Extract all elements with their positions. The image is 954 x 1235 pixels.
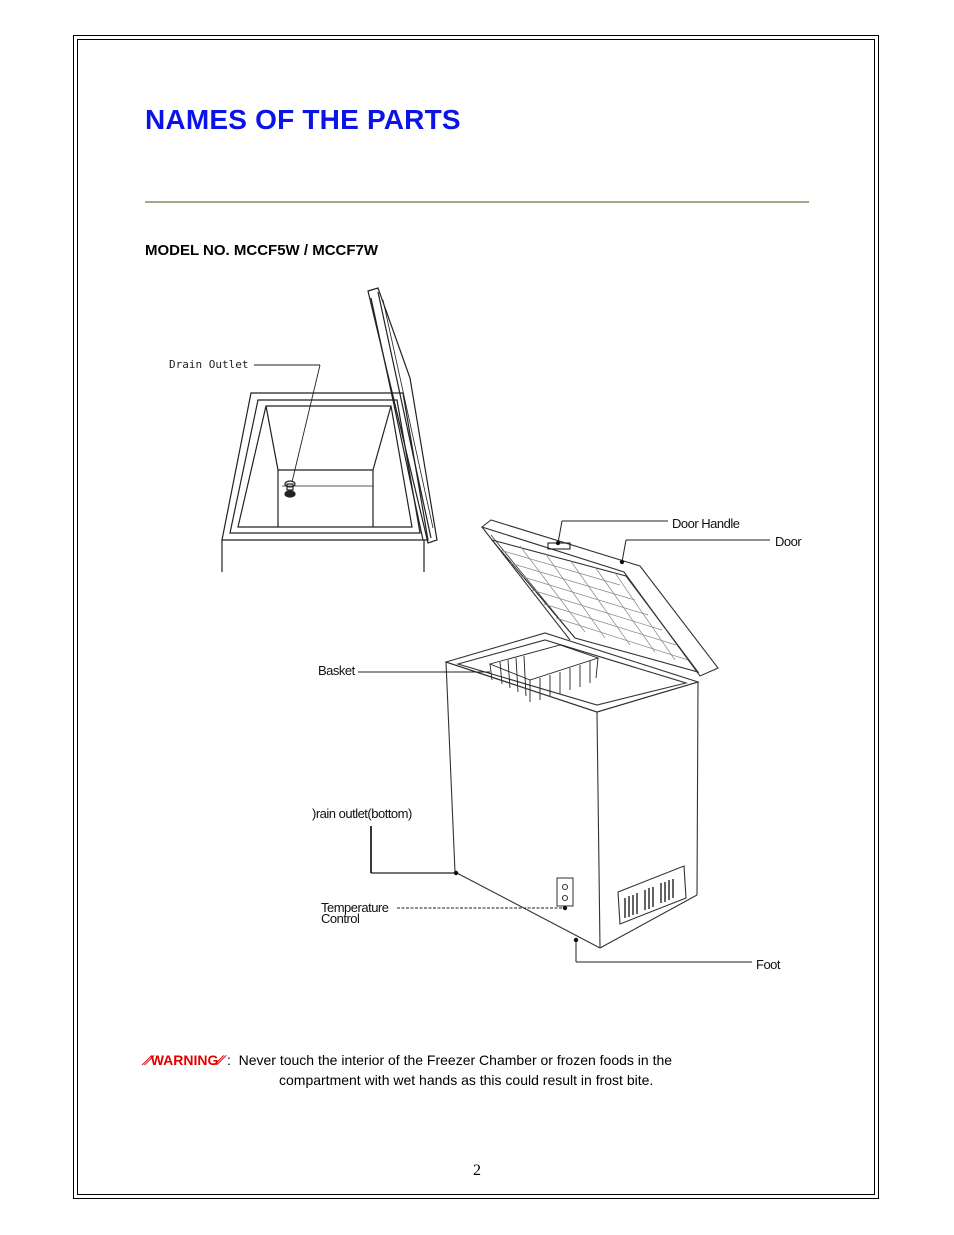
label-door: Door xyxy=(775,534,802,549)
warning-text-line1: Never touch the interior of the Freezer Chamber or frozen foods in the xyxy=(238,1052,673,1068)
label-temperature-control-line2: Control xyxy=(321,911,360,926)
label-door-handle: Door Handle xyxy=(672,516,740,531)
lightning-icon: ∕∕ xyxy=(215,1052,226,1068)
warning-separator: : xyxy=(226,1052,231,1068)
label-drain-outlet: Drain Outlet xyxy=(169,358,249,371)
chest-freezer-drawing xyxy=(446,520,718,948)
label-temperature-control-line1: Temperature xyxy=(321,900,389,915)
label-foot: Foot xyxy=(756,957,781,972)
lightning-icon: ∕∕ xyxy=(143,1052,154,1068)
warning-notice xyxy=(143,1052,673,1068)
warning-text-line2: compartment with wet hands as this could result in frost bite. xyxy=(279,1072,654,1088)
warning-label: WARNING xyxy=(150,1052,219,1068)
label-drain-outlet-bottom: )rain outlet(bottom) xyxy=(312,806,412,821)
page-number: 2 xyxy=(473,1162,481,1179)
model-number: MODEL NO. MCCF5W / MCCF7W xyxy=(145,242,379,259)
page-title: NAMES OF THE PARTS xyxy=(145,104,461,135)
label-basket: Basket xyxy=(318,663,355,678)
interior-view-drawing xyxy=(222,288,437,572)
